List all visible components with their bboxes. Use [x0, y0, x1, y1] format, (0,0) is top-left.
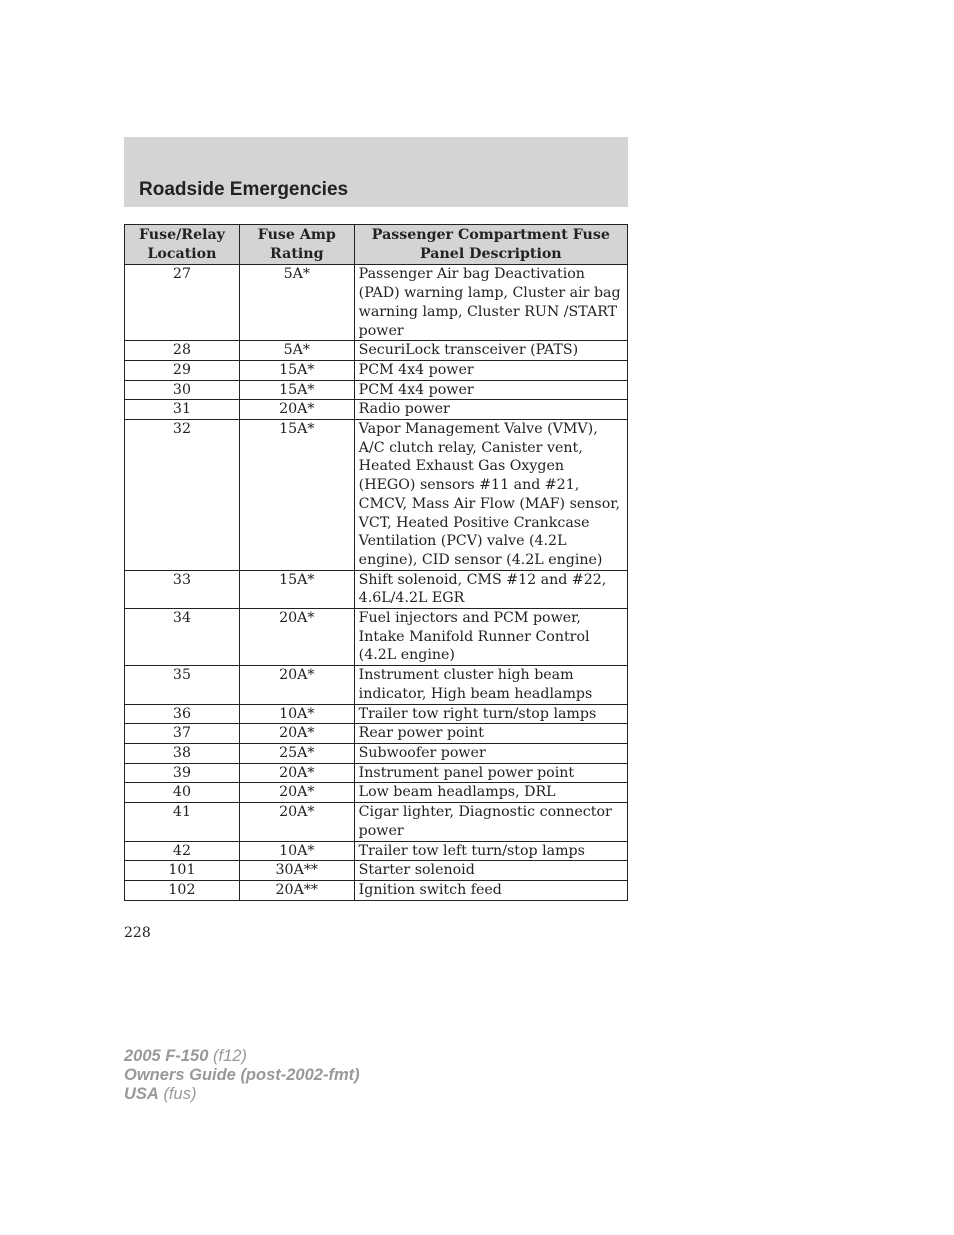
fuse-description-cell: SecuriLock transceiver (PATS) — [354, 341, 627, 361]
fuse-table — [124, 224, 628, 901]
footer — [124, 1047, 360, 1104]
fuse-location-cell: 31 — [125, 400, 240, 420]
fuse-description-cell: Trailer tow left turn/stop lamps — [354, 841, 627, 861]
header-rating-line2: Rating — [270, 245, 324, 262]
fuse-rating-cell: 20A* — [239, 666, 354, 704]
fuse-rating-cell: 20A* — [239, 803, 354, 841]
table-row — [125, 861, 628, 881]
fuse-location-cell: 40 — [125, 783, 240, 803]
footer-line-1 — [124, 1047, 360, 1066]
fuse-rating-cell: 15A* — [239, 360, 354, 380]
table-row — [125, 724, 628, 744]
fuse-description-cell: Low beam headlamps, DRL — [354, 783, 627, 803]
fuse-location-cell: 101 — [125, 861, 240, 881]
fuse-rating-cell: 20A* — [239, 724, 354, 744]
fuse-location-cell: 34 — [125, 609, 240, 666]
header-rating-line1: Fuse Amp — [257, 227, 336, 243]
fuse-rating-cell: 20A* — [239, 609, 354, 666]
fuse-description-cell: Starter solenoid — [354, 861, 627, 881]
page-number: 228 — [124, 925, 151, 941]
fuse-location-cell: 41 — [125, 803, 240, 841]
fuse-rating-cell: 15A* — [239, 570, 354, 608]
table-header-row — [125, 225, 628, 265]
fuse-rating-cell: 20A* — [239, 400, 354, 420]
fuse-description-cell: Vapor Management Valve (VMV), A/C clutch relay, Canister vent, Heated Exhaust Gas Oxygen (HEGO) sensors #11 and #21, CMCV, Mass Air Flow (MAF) sensor, VCT, Heated Positive Crankcase Ventilation (PCV) valve (4.2L engine), CID sensor (4.2L engine) — [354, 420, 627, 571]
table-row — [125, 265, 628, 341]
fuse-location-cell: 35 — [125, 666, 240, 704]
fuse-description-cell: PCM 4x4 power — [354, 360, 627, 380]
table-row — [125, 666, 628, 704]
fuse-description-cell: Subwoofer power — [354, 743, 627, 763]
fuse-description-cell: Cigar lighter, Diagnostic connector power — [354, 803, 627, 841]
table-row — [125, 743, 628, 763]
footer-guide: Owners Guide (post-2002-fmt) — [124, 1066, 360, 1084]
header-description-line1: Passenger Compartment Fuse — [371, 227, 610, 243]
fuse-rating-cell: 20A* — [239, 763, 354, 783]
fuse-description-cell: Trailer tow right turn/stop lamps — [354, 704, 627, 724]
fuse-rows — [125, 265, 628, 900]
fuse-location-cell: 28 — [125, 341, 240, 361]
table-row — [125, 704, 628, 724]
fuse-location-cell: 32 — [125, 420, 240, 571]
fuse-location-cell: 39 — [125, 763, 240, 783]
fuse-description-cell: Fuel injectors and PCM power, Intake Manifold Runner Control (4.2L engine) — [354, 609, 627, 666]
table-row — [125, 570, 628, 608]
header-description — [354, 225, 627, 265]
fuse-rating-cell: 10A* — [239, 841, 354, 861]
table-row — [125, 841, 628, 861]
footer-line-2 — [124, 1066, 360, 1085]
table-row — [125, 609, 628, 666]
fuse-location-cell: 102 — [125, 880, 240, 900]
table-row — [125, 783, 628, 803]
fuse-location-cell: 37 — [125, 724, 240, 744]
section-header — [124, 137, 628, 207]
section-title: Roadside Emergencies — [139, 179, 349, 200]
table-row — [125, 763, 628, 783]
footer-model: 2005 F-150 — [124, 1047, 209, 1065]
fuse-location-cell: 36 — [125, 704, 240, 724]
fuse-rating-cell: 25A* — [239, 743, 354, 763]
fuse-description-cell: Ignition switch feed — [354, 880, 627, 900]
fuse-description-cell: Radio power — [354, 400, 627, 420]
fuse-rating-cell: 5A* — [239, 341, 354, 361]
fuse-rating-cell: 20A* — [239, 783, 354, 803]
fuse-location-cell: 29 — [125, 360, 240, 380]
header-rating — [239, 225, 354, 265]
fuse-rating-cell: 20A** — [239, 880, 354, 900]
fuse-rating-cell: 30A** — [239, 861, 354, 881]
fuse-description-cell: Instrument panel power point — [354, 763, 627, 783]
footer-market-code: (fus) — [163, 1085, 197, 1103]
fuse-location-cell: 33 — [125, 570, 240, 608]
table-row — [125, 380, 628, 400]
fuse-rating-cell: 15A* — [239, 420, 354, 571]
header-location-line2: Location — [147, 245, 217, 262]
fuse-rating-cell: 10A* — [239, 704, 354, 724]
footer-market: USA — [124, 1085, 159, 1103]
fuse-location-cell: 42 — [125, 841, 240, 861]
table-row — [125, 360, 628, 380]
fuse-rating-cell: 15A* — [239, 380, 354, 400]
table-row — [125, 880, 628, 900]
fuse-description-cell: PCM 4x4 power — [354, 380, 627, 400]
fuse-description-cell: Instrument cluster high beam indicator, High beam headlamps — [354, 666, 627, 704]
table-row — [125, 341, 628, 361]
table-row — [125, 400, 628, 420]
fuse-location-cell: 30 — [125, 380, 240, 400]
table-row — [125, 803, 628, 841]
header-description-line2: Panel Description — [420, 245, 562, 262]
fuse-description-cell: Passenger Air bag Deactivation (PAD) warning lamp, Cluster air bag warning lamp, Cluster RUN /START power — [354, 265, 627, 341]
header-location-line1: Fuse/Relay — [138, 227, 225, 243]
fuse-location-cell: 27 — [125, 265, 240, 341]
fuse-rating-cell: 5A* — [239, 265, 354, 341]
footer-model-code: (f12) — [213, 1047, 247, 1065]
footer-line-3 — [124, 1085, 360, 1104]
header-location — [125, 225, 240, 265]
table-row — [125, 420, 628, 571]
fuse-description-cell: Shift solenoid, CMS #12 and #22, 4.6L/4.2L EGR — [354, 570, 627, 608]
fuse-location-cell: 38 — [125, 743, 240, 763]
fuse-description-cell: Rear power point — [354, 724, 627, 744]
